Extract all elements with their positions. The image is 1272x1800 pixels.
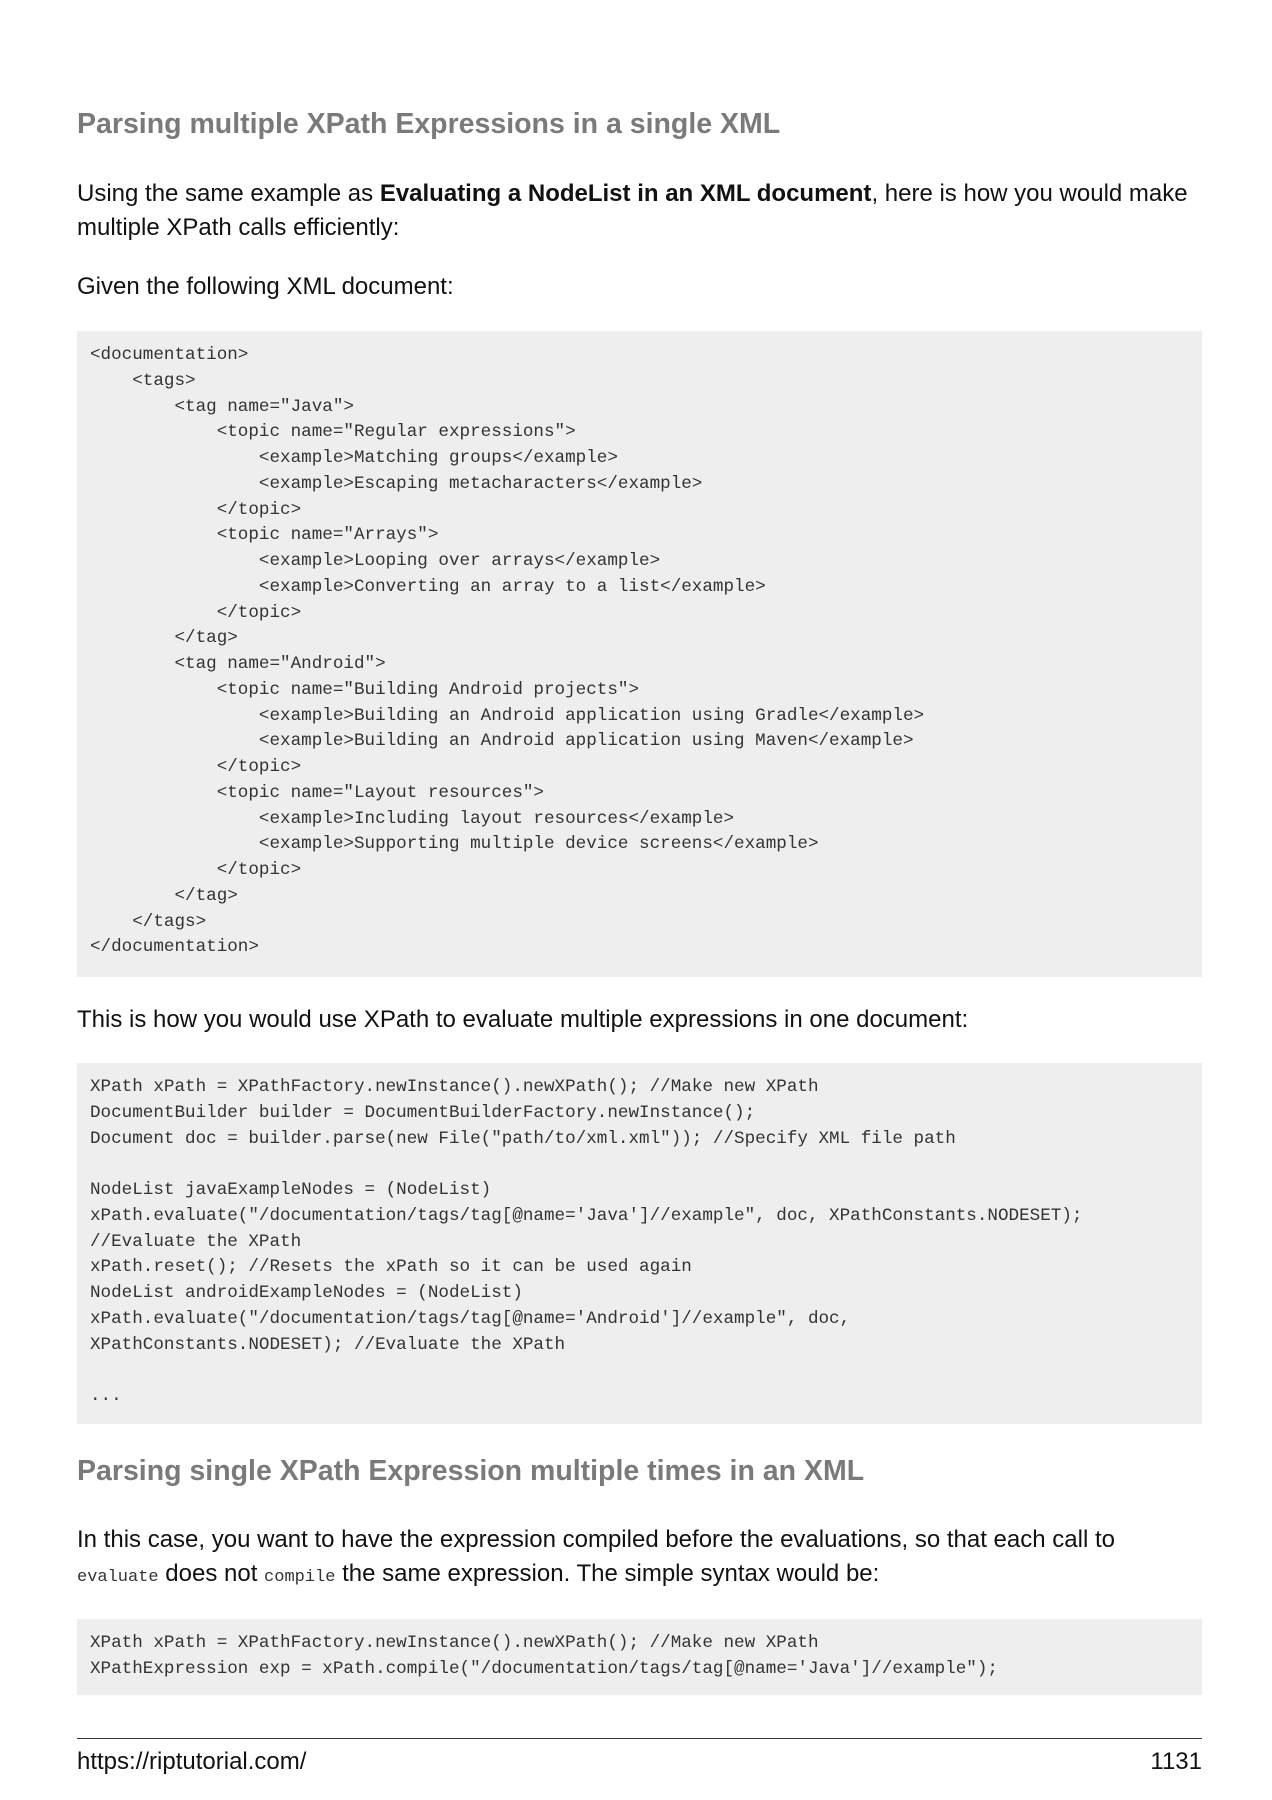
java-code-block-compile: XPath xPath = XPathFactory.newInstance().newXPath(); //Make new XPath XPathExpression exp = xPath.compile("/documentation/tags/tag[@name='Java']//example"); [77,1619,1202,1695]
footer-page-number: 1131 [1150,1748,1202,1775]
java-code-block-multiple: XPath xPath = XPathFactory.newInstance().newXPath(); //Make new XPath DocumentBuilder builder = DocumentBuilderFactory.newInstance(); Document doc = builder.parse(new File("path/to/xml.xml")); //Specify XML file path NodeList javaExampleNodes = (NodeList) xPath.evaluate("/documentation/tags/tag[@name='Java']//example", doc, XPathConstants.NODESET); //Evaluate the XPath xPath.reset(); //Resets the xPath so it can be used again NodeList androidExampleNodes = (NodeList) xPath.evaluate("/documentation/tags/tag[@name='Android']//example", doc, XPathConstants.NODESET); //Evaluate the XPath ... [77,1063,1202,1424]
intro-paragraph [77,177,1202,245]
xml-code-block: <documentation> <tags> <tag name="Java"> <topic name="Regular expressions"> <example>Matching groups</example> <example>Escaping metacharacters</example> </topic> <topic name="Arrays"> <example>Looping over arrays</example> <example>Converting an array to a list</example> </topic> </tag> <tag name="Android"> <topic name="Building Android projects"> <example>Building an Android application using Gradle</example> <example>Building an Android application using Maven</example> </topic> <topic name="Layout resources"> <example>Including layout resources</example> <example>Supporting multiple device screens</example> </topic> </tag> </tags> </documentation> [77,331,1202,977]
given-paragraph: Given the following XML document: [77,273,454,300]
compile-text-2: does not [158,1560,265,1587]
inline-code-evaluate: evaluate [77,1568,159,1587]
section-heading-single-expression: Parsing single XPath Expression multiple times in an XML [77,1455,865,1487]
intro-prefix: Using the same example as [77,180,380,207]
how-paragraph: This is how you would use XPath to evaluate multiple expressions in one document: [77,1006,969,1033]
compile-text-1: In this case, you want to have the expression compiled before the evaluations, so that each call to [77,1526,1115,1553]
compile-text-3: the same expression. The simple syntax would be: [335,1560,880,1587]
footer-divider [77,1738,1202,1739]
compile-paragraph [77,1523,1202,1595]
section-heading-multiple-expressions: Parsing multiple XPath Expressions in a single XML [77,108,781,140]
document-page [77,0,1202,1800]
intro-suffix: , here is how you would make multiple XPath calls efficiently: [77,180,1188,241]
intro-link-title: Evaluating a NodeList in an XML document [379,180,872,207]
footer-url-link[interactable]: https://riptutorial.com/ [77,1748,307,1775]
inline-code-compile: compile [264,1568,336,1587]
